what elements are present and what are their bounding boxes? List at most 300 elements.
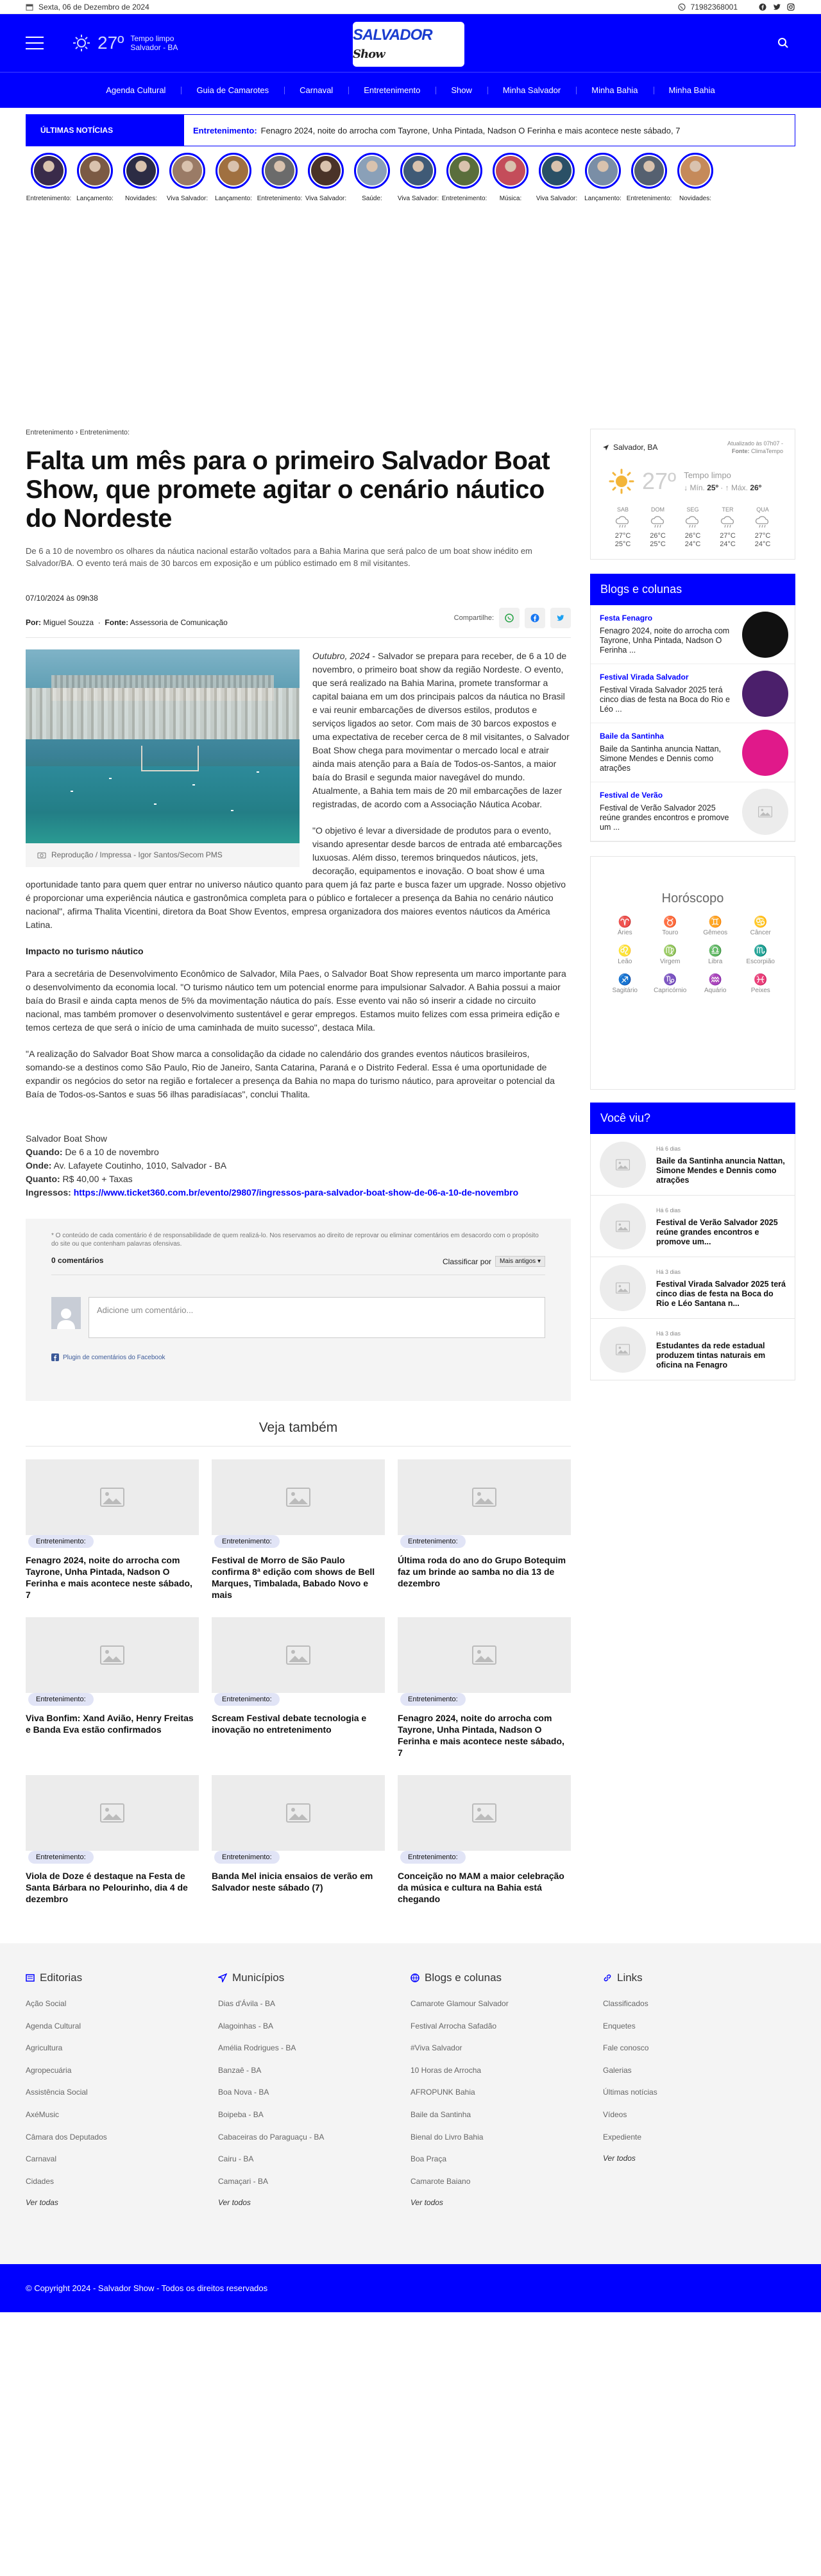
blogs-heading: Blogs e colunas bbox=[590, 574, 795, 605]
info-label: Quanto: bbox=[26, 1174, 60, 1184]
footer-link[interactable]: Galerias bbox=[603, 2065, 632, 2075]
footer-link[interactable]: AxéMusic bbox=[26, 2109, 60, 2119]
footer-link[interactable]: Camarote Baiano bbox=[410, 2176, 471, 2186]
footer-link[interactable]: Boa Praça bbox=[410, 2154, 447, 2164]
forecast-day bbox=[644, 506, 672, 549]
header-weather-city: Salvador - BA bbox=[130, 43, 178, 52]
blog-name[interactable]: Festival Virada Salvador bbox=[600, 673, 689, 682]
zodiac-name: Capricórnio bbox=[654, 987, 687, 994]
story-label: Viva Salvador: bbox=[166, 195, 208, 202]
footer-link[interactable]: Bienal do Livro Bahia bbox=[410, 2132, 484, 2142]
zodiac-sign[interactable] bbox=[602, 973, 648, 994]
category-tag[interactable]: Entretenimento: bbox=[400, 1535, 466, 1548]
voce-viu-heading: Você viu? bbox=[590, 1103, 795, 1134]
story-thumbnail bbox=[123, 153, 159, 189]
stories-bar bbox=[0, 146, 821, 217]
zodiac-name: Peixes bbox=[750, 987, 770, 994]
forecast-max: 27°C bbox=[720, 532, 736, 540]
category-tag[interactable]: Entretenimento: bbox=[400, 1693, 466, 1706]
story-label: Viva Salvador: bbox=[536, 195, 578, 202]
cloud-rain-icon bbox=[609, 515, 637, 529]
blog-item[interactable] bbox=[591, 723, 795, 782]
weather-widget: Salvador, BA Atualizado às 07h07 - Fonte: ClimaTempo 27º Tempo limpo ↓ Mín. 25º · ↑ Máx. 26º SAB 27°C 25°C DOM 26°C 25°C SEG 26°C 24°C TER 27°C 24°C QUA 27°C 24°C bbox=[590, 429, 795, 560]
story-label: Entretenimento: bbox=[257, 195, 303, 202]
blog-avatar bbox=[742, 612, 788, 658]
footer-column bbox=[218, 1971, 410, 2207]
story-thumbnail bbox=[631, 153, 667, 189]
paragraph-lead: Outubro, 2024 bbox=[312, 651, 370, 661]
blog-avatar bbox=[742, 730, 788, 776]
breadcrumb-item[interactable]: Entretenimento: bbox=[80, 429, 130, 436]
event-where: Av. Lafayete Coutinho, 1010, Salvador - BA bbox=[51, 1160, 227, 1171]
footer-see-all-link[interactable]: Ver todos bbox=[218, 2198, 251, 2208]
footer-see-all-link[interactable]: Ver todos bbox=[410, 2198, 443, 2208]
related-title[interactable]: Viva Bonfim: Xand Avião, Henry Freitas e Banda Eva estão confirmados bbox=[26, 1713, 194, 1735]
zodiac-sign[interactable] bbox=[738, 915, 784, 936]
blog-name[interactable]: Festival de Verão bbox=[600, 791, 663, 800]
main-nav bbox=[0, 72, 821, 108]
avatar bbox=[51, 1297, 81, 1329]
voce-viu-item[interactable] bbox=[590, 1319, 795, 1380]
time-ago: Há 6 dias bbox=[656, 1145, 681, 1152]
blog-name[interactable]: Festa Fenagro bbox=[600, 614, 653, 623]
footer-link[interactable]: Assistência Social bbox=[26, 2088, 88, 2097]
arrow-up-icon: ↑ bbox=[725, 483, 729, 492]
blog-avatar bbox=[742, 671, 788, 717]
logo-sub: Show bbox=[353, 47, 385, 61]
time-ago: Há 6 dias bbox=[656, 1206, 681, 1214]
voce-viu-title[interactable]: Festival Virada Salvador 2025 terá cinco dias de festa na Boca do Rio e Léo Santana n... bbox=[656, 1279, 786, 1308]
zodiac-icon: ♎ bbox=[708, 945, 722, 957]
story-thumbnail bbox=[493, 153, 529, 189]
blog-text[interactable]: Festival Virada Salvador 2025 terá cinco dias de festa na Boca do Rio e Léo ... bbox=[600, 685, 730, 714]
category-tag[interactable]: Entretenimento: bbox=[28, 1693, 94, 1706]
ticker-text: Fenagro 2024, noite do arrocha com Tayrone, Unha Pintada, Nadson O Ferinha e mais acontece neste sábado, 7 bbox=[260, 125, 681, 135]
story-item[interactable] bbox=[487, 153, 534, 217]
category-tag[interactable]: Entretenimento: bbox=[214, 1851, 280, 1864]
story-label: Entretenimento: bbox=[626, 195, 672, 202]
zodiac-sign[interactable] bbox=[738, 973, 784, 994]
forecast-min: 24°C bbox=[684, 540, 701, 548]
share-twitter-icon[interactable] bbox=[550, 608, 571, 628]
zodiac-icon: ♊ bbox=[708, 916, 722, 928]
calendar-icon bbox=[26, 3, 33, 11]
header-weather-desc: Tempo limpo bbox=[130, 34, 174, 43]
forecast-max: 26°C bbox=[650, 532, 666, 540]
cloud-rain-icon bbox=[749, 515, 777, 529]
zodiac-name: Virgem bbox=[660, 958, 681, 965]
related-card[interactable] bbox=[398, 1459, 571, 1601]
paragraph: "A realização do Salvador Boat Show marca a consolidação da cidade no calendário dos grandes eventos náuticos brasileiros, somando-se a destinos como São Paulo, Rio de Janeiro, Santa Catarina, Paraná e o Distrito Federal. Essa é uma oportunidade de expandir os negócios do setor na região e fortalecer a presença da Bahia no mapa do turismo náutico, para aproveitar o potencial da Baía de Todos-os-Santos e suas 56 ilhas paradisíacas", conclui Thalita. bbox=[26, 1049, 555, 1099]
voce-viu-title[interactable]: Festival de Verão Salvador 2025 reúne grandes encontros e promove um... bbox=[656, 1217, 778, 1246]
weather-source-label: Fonte: bbox=[731, 448, 750, 454]
footer-link[interactable]: Agenda Cultural bbox=[26, 2021, 81, 2031]
phone-number[interactable]: 71982368001 bbox=[690, 2, 738, 12]
related-title[interactable]: Última roda do ano do Grupo Botequim faz um brinde ao samba no dia 13 de dezembro bbox=[398, 1555, 566, 1588]
footer-link[interactable]: Alagoinhas - BA bbox=[218, 2021, 274, 2031]
instagram-icon[interactable] bbox=[786, 3, 795, 12]
voce-viu-item[interactable] bbox=[590, 1196, 795, 1257]
article-photo[interactable] bbox=[26, 649, 300, 843]
story-label: Entretenimento: bbox=[26, 195, 72, 202]
article-source: Assessoria de Comunicação bbox=[130, 618, 228, 627]
footer-link[interactable]: Cabaceiras do Paraguaçu - BA bbox=[218, 2132, 325, 2142]
subheading: Impacto no turismo náutico bbox=[26, 946, 144, 956]
share-facebook-icon[interactable] bbox=[525, 608, 545, 628]
story-label: Viva Salvador: bbox=[305, 195, 347, 202]
related-card[interactable] bbox=[398, 1775, 571, 1905]
forecast-day-name: SEG bbox=[686, 506, 699, 513]
forecast-max: 27°C bbox=[614, 532, 631, 540]
image-placeholder-icon bbox=[600, 1265, 646, 1311]
zodiac-icon: ♌ bbox=[618, 945, 632, 957]
story-item[interactable] bbox=[257, 153, 303, 217]
footer-link[interactable]: Camarote Glamour Salvador bbox=[410, 1999, 509, 2008]
story-item[interactable] bbox=[395, 153, 441, 217]
story-item[interactable] bbox=[441, 153, 487, 217]
blog-text[interactable]: Baile da Santinha anuncia Nattan, Simone Mendes e Dennis como atrações bbox=[600, 744, 722, 773]
footer-link[interactable]: Boipeba - BA bbox=[218, 2109, 264, 2119]
story-item[interactable] bbox=[349, 153, 395, 217]
footer-link[interactable]: Enquetes bbox=[603, 2021, 636, 2031]
image-placeholder-icon bbox=[398, 1459, 571, 1535]
related-card[interactable] bbox=[26, 1459, 199, 1601]
photo-caption: Reprodução / Impressa - Igor Santos/Secom PMS bbox=[51, 850, 223, 859]
story-item[interactable] bbox=[534, 153, 580, 217]
image-placeholder-icon bbox=[600, 1203, 646, 1249]
image-placeholder-icon bbox=[26, 1459, 199, 1535]
forecast-min: 25°C bbox=[614, 540, 631, 548]
header-weather bbox=[72, 33, 178, 53]
zodiac-sign[interactable] bbox=[602, 915, 648, 936]
horoscope-widget bbox=[590, 856, 795, 1090]
story-item[interactable] bbox=[164, 153, 210, 217]
footer-link[interactable]: Carnaval bbox=[26, 2154, 57, 2164]
sort-label: Classificar por bbox=[443, 1257, 492, 1266]
weather-max: 26º bbox=[750, 483, 762, 492]
footer-link[interactable]: Vídeos bbox=[603, 2109, 627, 2119]
zodiac-icon: ♈ bbox=[618, 916, 632, 928]
zodiac-icon: ♐ bbox=[618, 974, 632, 986]
footer-column-title: Municípios bbox=[232, 1971, 285, 1984]
voce-viu-title[interactable]: Estudantes da rede estadual produzem tintas naturais em oficina na Fenagro bbox=[656, 1341, 766, 1370]
related-card[interactable] bbox=[212, 1459, 385, 1601]
blog-item[interactable] bbox=[591, 605, 795, 664]
paragraph-text: - Salvador se prepara para receber, de 6 a 10 de novembro, o primeiro boat show da região Nordeste. O evento, que será realizado na Bahia Marina, promete transformar a capital baiana em um dos principais palcos da náutica no Brasil e vai reunir embarcações de diversos estilos, produtos e serviços ligados ao setor. Com mais de 30 barcos expostos e uma expectativa de receber cerca de 8 mil visitantes, o Salvador Boat Show chega para movimentar o mercado local e atrair ainda mais atenção para a Baía de Todos-os-Santos, a maior baía do Brasil e segunda maior navegável do mundo. Atualmente, a Bahia tem mais de 20 mil embarcações de lazer registradas, de acordo com a Associação Náutica Acobar. bbox=[312, 651, 570, 809]
voce-viu-item[interactable] bbox=[590, 1257, 795, 1319]
zodiac-icon: ♍ bbox=[663, 945, 677, 957]
footer-link[interactable]: Amélia Rodrigues - BA bbox=[218, 2043, 296, 2053]
search-icon[interactable] bbox=[777, 37, 789, 49]
article-date: 07/10/2024 às 09h38 bbox=[26, 594, 98, 603]
related-grid bbox=[26, 1446, 571, 1905]
forecast-day-name: DOM bbox=[651, 506, 664, 513]
weather-min: 25º bbox=[707, 483, 718, 492]
forecast-max: 27°C bbox=[754, 532, 771, 540]
footer-link[interactable]: Boa Nova - BA bbox=[218, 2088, 269, 2097]
twitter-icon[interactable] bbox=[772, 3, 781, 12]
forecast-day bbox=[609, 506, 637, 549]
story-label: Saúde: bbox=[362, 195, 382, 202]
blog-item[interactable] bbox=[591, 782, 795, 841]
story-item[interactable] bbox=[580, 153, 626, 217]
story-item[interactable] bbox=[26, 153, 72, 217]
story-thumbnail bbox=[677, 153, 713, 189]
related-title[interactable]: Fenagro 2024, noite do arrocha com Tayrone, Unha Pintada, Nadson O Ferinha e mais acontece neste sábado, 7 bbox=[398, 1713, 564, 1758]
camera-icon bbox=[37, 852, 46, 859]
sun-icon bbox=[609, 468, 634, 494]
tickets-link[interactable]: https://www.ticket360.com.br/evento/29807/ingressos-para-salvador-boat-show-de-06-a-10-de-novembro bbox=[73, 1187, 519, 1198]
related-title[interactable]: Conceição no MAM a maior celebração da música e cultura na Bahia está chegando bbox=[398, 1871, 564, 1904]
facebook-icon[interactable] bbox=[758, 3, 767, 12]
globe-icon bbox=[410, 1973, 419, 1982]
footer-link[interactable]: Dias d'Ávila - BA bbox=[218, 1999, 275, 2008]
image-placeholder-icon bbox=[398, 1775, 571, 1851]
min-label: Mín. bbox=[690, 483, 705, 492]
image-placeholder-icon bbox=[600, 1142, 646, 1188]
time-ago: Há 3 dias bbox=[656, 1268, 681, 1275]
link-icon bbox=[603, 1973, 612, 1982]
image-placeholder-icon bbox=[212, 1617, 385, 1693]
footer-link[interactable]: AFROPUNK Bahia bbox=[410, 2088, 475, 2097]
story-thumbnail bbox=[400, 153, 436, 189]
footer-link[interactable]: Cidades bbox=[26, 2176, 55, 2186]
story-item[interactable] bbox=[672, 153, 718, 217]
voce-viu-list bbox=[590, 1134, 795, 1380]
footer-link[interactable]: Cairu - BA bbox=[218, 2154, 254, 2164]
footer-column-title: Editorias bbox=[40, 1971, 83, 1984]
breadcrumb-item[interactable]: Entretenimento bbox=[26, 429, 74, 436]
blog-text[interactable]: Fenagro 2024, noite do arrocha com Tayrone, Unha Pintada, Nadson O Ferinha ... bbox=[600, 626, 730, 655]
footer-link[interactable]: Câmara dos Deputados bbox=[26, 2132, 107, 2142]
fb-plugin-link[interactable]: Plugin de comentários do Facebook bbox=[63, 1353, 165, 1361]
article-lead: De 6 a 10 de novembro os olhares da náutica nacional estarão voltados para a Bahia Marina que será palco de um boat show inédito em Salvador/BA. O evento terá mais de 30 barcos em exposição e um público estimado em 8 mil visitantes. bbox=[26, 546, 532, 568]
nav-item[interactable]: Entretenimento bbox=[348, 85, 436, 95]
comments-section bbox=[26, 1219, 571, 1401]
voce-viu-title[interactable]: Baile da Santinha anuncia Nattan, Simone Mendes e Dennis como atrações bbox=[656, 1156, 785, 1185]
arrow-down-icon: ↓ bbox=[684, 483, 688, 492]
story-item[interactable] bbox=[118, 153, 164, 217]
forecast-day bbox=[714, 506, 742, 549]
story-thumbnail bbox=[446, 153, 482, 189]
zodiac-sign[interactable] bbox=[648, 944, 693, 965]
zodiac-icon: ♓ bbox=[754, 974, 768, 986]
comments-disclaimer: * O conteúdo de cada comentário é de responsabilidade de quem realizá-lo. Nos reservamos ao direito de reprovar ou eliminar comentários em desacordo com o propósito do site ou que contenham palavras ofensivas. bbox=[51, 1232, 539, 1248]
weather-city: Salvador, BA bbox=[613, 443, 658, 452]
article-figure bbox=[26, 649, 300, 867]
story-label: Novidades: bbox=[124, 195, 158, 202]
zodiac-sign[interactable] bbox=[693, 973, 738, 994]
info-label: Onde: bbox=[26, 1160, 52, 1171]
related-title[interactable]: Festival de Morro de São Paulo confirma 8ª edição com shows de Bell Marques, Timbalada, Babado Novo e mais bbox=[212, 1555, 375, 1600]
zodiac-sign[interactable] bbox=[738, 944, 784, 965]
zodiac-name: Escorpião bbox=[746, 958, 775, 965]
zodiac-sign[interactable] bbox=[693, 944, 738, 965]
footer-column bbox=[410, 1971, 603, 2207]
sun-icon bbox=[72, 33, 91, 53]
article-author: Miguel Souzza bbox=[43, 618, 94, 627]
story-item[interactable] bbox=[210, 153, 257, 217]
article: Entretenimento › Entretenimento: Falta um mês para o primeiro Salvador Boat Show, que promete agitar o cenário náutico do Nordeste De 6 a 10 de novembro os olhares da náutica nacional estarão voltados para a Bahia Marina que será palco de um boat show inédito em Salvador/BA. O evento terá mais de 30 barcos em exposição e um público estimado em 8 mil visitantes. 07/10/2024 às 09h38 Por: Miguel Souzza · Fonte: Assessoria de Comunicação Compartilhe: Reprodução / Impressa - Igor Santos/Secom PMS Outubro, 2024 - Salvador se prepara para receber, de 6 a 10 de novembro, o primeiro boat show da região Nordeste. O evento, que será realizado na Bahia Marina, promete transformar a capital baiana em um dos principais palcos da náutica no Brasil e vai reunir embarcações de diversos estilos, produtos e serviços ligados ao setor. Com mais de 30 barcos expostos e uma expectativa de receber cerca de 8 mil visitantes, o Salvador Boat Show chega para movimentar o mercado local e atrair ainda mais atenção para a Baía de Todos-os-Santos, a maior baía do Brasil e segunda maior navegável do mundo. Atualmente, a Bahia tem mais de 20 mil embarcações de lazer registradas, de acordo com a Associação Náutica Acobar. "O objetivo é levar a diversidade de produtos para o evento, visando apresentar desde barcos de entrada até embarcações luxuosas. Além disso, teremos brinquedos náuticos, jets, decoração, equipamentos e inovação. O boat show é uma oportunidade tanto para quem quer entrar no universo náutico quanto para quem já faz parte e busca fazer um upgrade. Nosso objetivo é proporcionar uma experiência náutica e gastronômica completa para o público e fortalecer a presença da Bahia no cenário náutico nacional", afirma Thalita Vicentini, diretora da Boat Show Eventos, empresa organizadora dos maiores eventos náuticos da América Latina. Impacto no turismo náutico Para a secretária de Desenvolvimento Econômico de Salvador, Mila Paes, o Salvador Boat Show representa um marco importante para o desenvolvimento da economia local. "O turismo náutico tem um potencial enorme para impulsionar Salvador. A Bahia possui a maior baía do Brasil e ainda capta menos de 5% da movimentação náutica do país. Esse evento vai não só inserir a cidade no circuito nacional, mas também promover o desenvolvimento sustentável e gerar empregos. Estamos muito felizes com essa primeira edição e temos certeza de que será o início de uma caminhada de muito sucesso", destaca Mila. "A realização do Salvador Boat Show marca a consolidação da cidade no calendário dos grandes eventos náuticos brasileiros, somando-se a destinos como São Paulo, Rio de Janeiro, Santa Catarina, Paraná e o Distrito Federal. Essa é uma oportunidade de expandir os negócios do setor na região e fortalecer a presença da Bahia no mapa do turismo náutico, para aproveitar o potencial da Baía de Todos-os-Santos e suas 56 ilhas paradisíacas", conclui Thalita. Salvador Boat Show Quando: De 6 a 10 de novembro Onde: Av. Lafayete Coutinho, 1010, Salvador - BA Quanto: R$ 40,00 + Taxas Ingressos: https://www.ticket360.com.br/evento/29807/ingressos-para-salvador-boat-show-de-06-a-10-de-novembro * O conteúdo de cada comentário é de responsabilidade de quem realizá-lo. Nos reservamos ao direito de reprovar ou eliminar comentários em desacordo com o propósito do site ou que contenham palavras ofensivas. 0 comentários Classificar por Mais antigos ▾ Adicione um comentário... Plugin de comentários do Facebook Veja também Entretenimento: Fenagro 2024, noite do arrocha com Tayrone, Unha Pintada, Nadson O Ferinha e mais acontece neste sábado, 7 Entretenimento: Festival de Morro de São Paulo confirma 8ª edição com shows de Bell Marques, Timbalada, Babado Novo e mais Entretenimento: Última roda do ano do Grupo Botequim faz um brinde ao samba no dia 13 de dezembro Entretenimento: Viva Bonfim: Xand Avião, Henry Freitas e Banda Eva estão confirmados Entretenimento: Scream Festival debate tecnologia e inovação no entretenimento Entretenimento: Fenagro 2024, noite do arrocha com Tayrone, Unha Pintada, Nadson O Ferinha e mais acontece neste sábado, 7 Entretenimento: Viola de Doze é destaque na Festa de Santa Bárbara no Pelourinho, dia 4 de dezembro Entretenimento: Banda Mel inicia ensaios de verão em Salvador neste sábado (7) Entretenimento: Conceição no MAM a maior celebração da música e cultura na Bahia está chegando bbox=[26, 429, 571, 1905]
ticker-item[interactable] bbox=[184, 126, 680, 135]
footer-see-all-link[interactable]: Ver todas bbox=[26, 2198, 58, 2208]
comments-count: 0 comentários bbox=[51, 1256, 104, 1265]
image-placeholder-icon bbox=[212, 1775, 385, 1851]
source-label: Fonte: bbox=[105, 618, 129, 627]
category-tag[interactable]: Entretenimento: bbox=[214, 1535, 280, 1548]
article-title: Falta um mês para o primeiro Salvador Boat Show, que promete agitar o cenário náutico do Nordeste bbox=[26, 447, 550, 533]
nav-item[interactable]: Minha Bahia bbox=[654, 85, 731, 95]
story-item[interactable] bbox=[72, 153, 118, 217]
facebook-icon bbox=[51, 1353, 59, 1361]
paragraph: "O objetivo é levar a diversidade de produtos para o evento, visando apresentar desde barcos de entrada até embarcações luxuosas. Além disso, teremos brinquedos náuticos, jets, decoração, equipamentos e inovação. O boat show é uma oportunidade tanto para quem quer entrar no universo náutico quanto para quem já faz parte e busca fazer um upgrade. Nosso objetivo é proporcionar uma experiência náutica e gastronômica completa para o público e fortalecer a presença da Bahia no cenário náutico nacional", afirma Thalita Vicentini, diretora da Boat Show Eventos, empresa organizadora dos maiores eventos náuticos da América Latina. bbox=[26, 825, 566, 930]
forecast-min: 24°C bbox=[754, 540, 771, 548]
related-title[interactable]: Fenagro 2024, noite do arrocha com Tayrone, Unha Pintada, Nadson O Ferinha e mais acontece neste sábado, 7 bbox=[26, 1555, 192, 1600]
story-label: Música: bbox=[499, 195, 522, 202]
story-thumbnail bbox=[262, 153, 298, 189]
nav-item[interactable]: Guia de Camarotes bbox=[181, 85, 284, 95]
story-label: Lançamento: bbox=[215, 195, 252, 202]
nav-item[interactable]: Carnaval bbox=[284, 85, 348, 95]
footer-link[interactable]: Fale conosco bbox=[603, 2043, 649, 2053]
zodiac-sign[interactable] bbox=[648, 915, 693, 936]
breadcrumb: Entretenimento › Entretenimento: bbox=[26, 429, 130, 436]
weather-updated: Atualizado às 07h07 - bbox=[727, 440, 783, 447]
image-placeholder-icon bbox=[212, 1459, 385, 1535]
related-title[interactable]: Banda Mel inicia ensaios de verão em Salvador neste sábado (7) bbox=[212, 1871, 373, 1893]
related-card[interactable] bbox=[212, 1617, 385, 1758]
whatsapp-icon[interactable] bbox=[678, 3, 686, 11]
footer-link[interactable]: Classificados bbox=[603, 1999, 648, 2008]
nav-item[interactable]: Show bbox=[436, 85, 487, 95]
footer-link[interactable]: Banzaê - BA bbox=[218, 2065, 262, 2075]
voce-viu-item[interactable] bbox=[590, 1134, 795, 1196]
blog-item[interactable] bbox=[591, 664, 795, 723]
zodiac-icon: ♉ bbox=[663, 916, 677, 928]
footer-column-title: Blogs e colunas bbox=[425, 1971, 502, 1984]
event-price: R$ 40,00 + Taxas bbox=[60, 1174, 133, 1184]
image-placeholder-icon bbox=[26, 1775, 199, 1851]
comment-input[interactable]: Adicione um comentário... bbox=[89, 1297, 545, 1338]
related-title[interactable]: Viola de Doze é destaque na Festa de Santa Bárbara no Pelourinho, dia 4 de dezembro bbox=[26, 1871, 188, 1904]
location-icon bbox=[602, 444, 609, 451]
footer-link[interactable]: Camaçari - BA bbox=[218, 2176, 269, 2186]
related-card[interactable] bbox=[212, 1775, 385, 1905]
category-tag[interactable]: Entretenimento: bbox=[28, 1851, 94, 1864]
forecast-day-name: TER bbox=[722, 506, 734, 513]
footer-link[interactable]: Agropecuária bbox=[26, 2065, 72, 2075]
story-thumbnail bbox=[216, 153, 251, 189]
forecast-max: 26°C bbox=[684, 532, 701, 540]
story-thumbnail bbox=[31, 153, 67, 189]
footer bbox=[0, 1943, 821, 2264]
copyright: © Copyright 2024 - Salvador Show - Todos os direitos reservados bbox=[0, 2264, 821, 2312]
menu-icon[interactable] bbox=[26, 37, 44, 49]
story-thumbnail bbox=[308, 153, 344, 189]
story-thumbnail bbox=[539, 153, 575, 189]
location-icon bbox=[218, 1973, 227, 1982]
zodiac-name: Sagitário bbox=[612, 987, 638, 994]
related-card[interactable] bbox=[26, 1775, 199, 1905]
footer-link[interactable]: #Viva Salvador bbox=[410, 2043, 462, 2053]
newspaper-icon bbox=[26, 1973, 35, 1982]
sort-select[interactable]: Mais antigos ▾ bbox=[495, 1256, 545, 1267]
footer-link[interactable]: Últimas notícias bbox=[603, 2088, 657, 2097]
image-placeholder-icon bbox=[398, 1617, 571, 1693]
top-bar bbox=[0, 0, 821, 14]
story-item[interactable] bbox=[626, 153, 672, 217]
info-label: Quando: bbox=[26, 1147, 63, 1157]
forecast-day-name: QUA bbox=[756, 506, 769, 513]
weather-temp: 27º bbox=[642, 468, 677, 494]
image-placeholder-icon bbox=[600, 1327, 646, 1373]
zodiac-icon: ♋ bbox=[754, 916, 768, 928]
footer-column-title: Links bbox=[617, 1971, 643, 1984]
footer-see-all-link[interactable]: Ver todos bbox=[603, 2154, 636, 2163]
image-placeholder-icon bbox=[26, 1617, 199, 1693]
category-tag[interactable]: Entretenimento: bbox=[214, 1693, 280, 1706]
story-label: Viva Salvador: bbox=[397, 195, 439, 202]
story-thumbnail bbox=[354, 153, 390, 189]
site-logo[interactable] bbox=[353, 22, 464, 67]
cloud-rain-icon bbox=[644, 515, 672, 529]
nav-item[interactable]: Minha Bahia bbox=[576, 85, 653, 95]
zodiac-sign[interactable] bbox=[648, 973, 693, 994]
footer-column bbox=[26, 1971, 218, 2207]
blog-avatar bbox=[742, 789, 788, 835]
zodiac-sign[interactable] bbox=[602, 944, 648, 965]
blog-text[interactable]: Festival de Verão Salvador 2025 reúne grandes encontros e promove um ... bbox=[600, 803, 729, 832]
forecast-min: 25°C bbox=[650, 540, 666, 548]
zodiac-name: Áries bbox=[617, 929, 632, 936]
footer-link[interactable]: Ação Social bbox=[26, 1999, 67, 2008]
category-tag[interactable]: Entretenimento: bbox=[28, 1535, 94, 1548]
zodiac-sign[interactable] bbox=[693, 915, 738, 936]
footer-link[interactable]: Expediente bbox=[603, 2132, 642, 2142]
news-ticker bbox=[26, 114, 795, 146]
zodiac-icon: ♏ bbox=[754, 945, 768, 957]
zodiac-name: Touro bbox=[662, 929, 679, 936]
story-item[interactable] bbox=[303, 153, 349, 217]
share-whatsapp-icon[interactable] bbox=[499, 608, 520, 628]
footer-link[interactable]: Baile da Santinha bbox=[410, 2109, 471, 2119]
forecast-day bbox=[749, 506, 777, 549]
cloud-rain-icon bbox=[679, 515, 707, 529]
related-card[interactable] bbox=[26, 1617, 199, 1758]
nav-item[interactable]: Agenda Cultural bbox=[106, 85, 166, 95]
site-header bbox=[0, 14, 821, 72]
zodiac-name: Aquário bbox=[704, 987, 727, 994]
footer-link[interactable]: Festival Arrocha Safadão bbox=[410, 2021, 497, 2031]
footer-link[interactable]: Agricultura bbox=[26, 2043, 63, 2053]
zodiac-name: Gêmeos bbox=[703, 929, 728, 936]
zodiac-name: Câncer bbox=[750, 929, 771, 936]
nav-item[interactable]: Minha Salvador bbox=[487, 85, 576, 95]
story-label: Lançamento: bbox=[76, 195, 114, 202]
footer-link[interactable]: 10 Horas de Arrocha bbox=[410, 2065, 482, 2075]
footer-column bbox=[603, 1971, 795, 2207]
logo-text: SALVADOR bbox=[353, 26, 432, 44]
weather-source: ClimaTempo bbox=[750, 448, 783, 454]
blog-name[interactable]: Baile da Santinha bbox=[600, 732, 664, 741]
zodiac-name: Libra bbox=[708, 958, 723, 965]
current-date: Sexta, 06 de Dezembro de 2024 bbox=[38, 2, 149, 12]
related-heading: Veja também bbox=[258, 1420, 338, 1435]
category-tag[interactable]: Entretenimento: bbox=[400, 1851, 466, 1864]
related-card[interactable] bbox=[398, 1617, 571, 1758]
story-thumbnail bbox=[585, 153, 621, 189]
related-title[interactable]: Scream Festival debate tecnologia e inovação no entretenimento bbox=[212, 1713, 367, 1735]
